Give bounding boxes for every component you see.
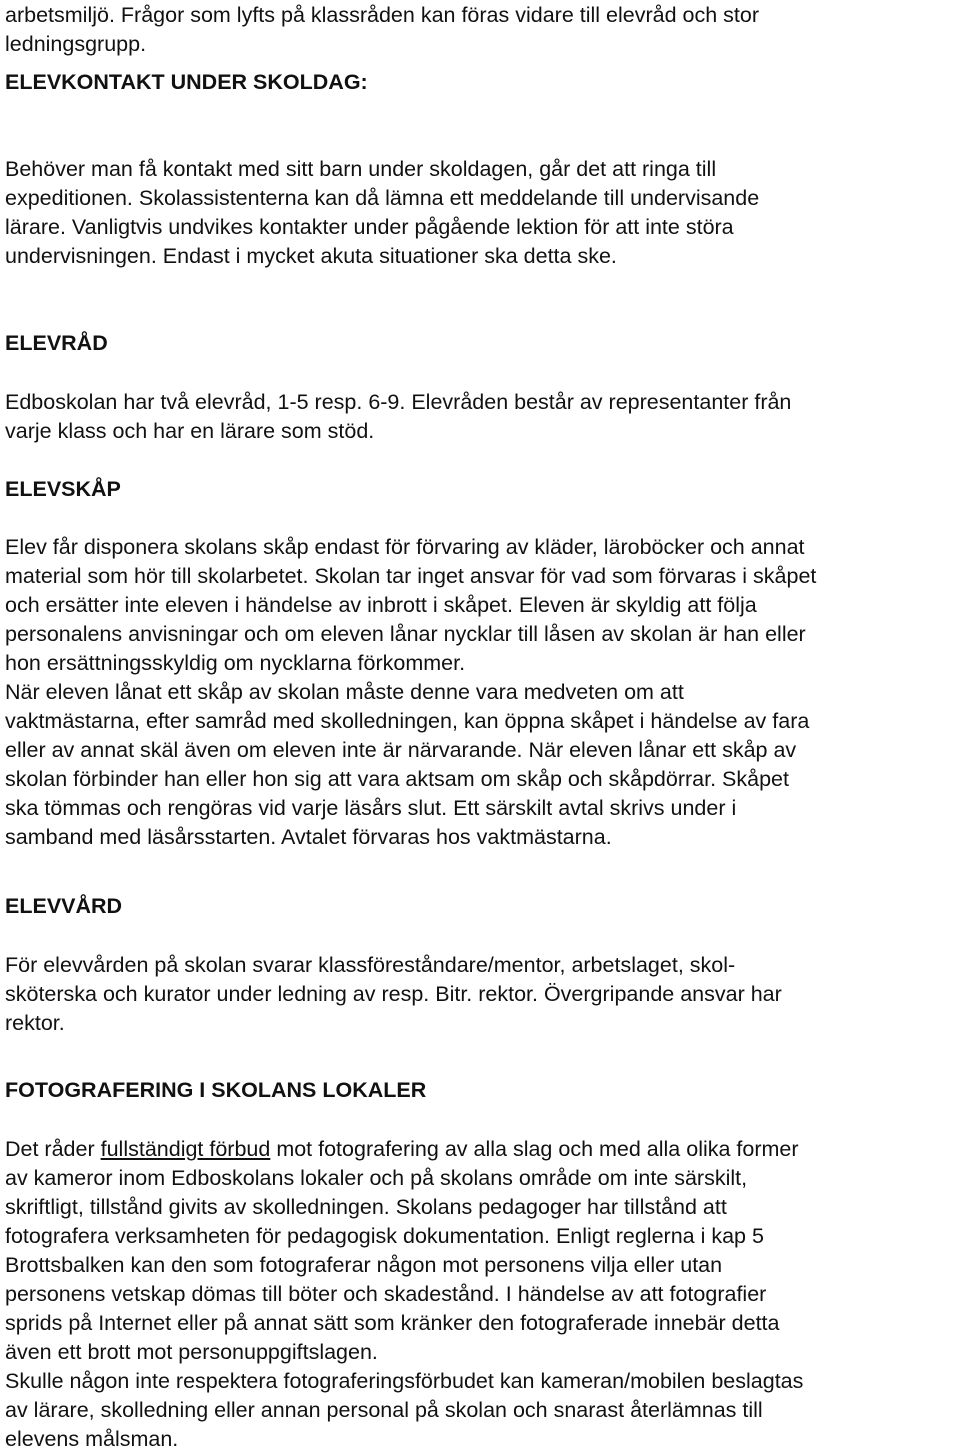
foto-line-10: av lärare, skolledning eller annan personal på skolan och snarast återlämnas till	[5, 1398, 763, 1422]
elevkontakt-paragraph	[5, 155, 759, 271]
elevvard-line-1: För elevvården på skolan svarar klassföreståndare/mentor, arbetslaget, skol-	[5, 953, 736, 977]
foto-line-4: fotografera verksamheten för pedagogisk dokumentation. Enligt reglerna i kap 5	[5, 1224, 764, 1248]
foto-line-9: Skulle någon inte respektera fotograferingsförbudet kan kameran/mobilen beslagtas	[5, 1369, 804, 1393]
elevkontakt-line-3: lärare. Vanligtvis undvikes kontakter under pågående lektion för att inte störa	[5, 215, 734, 239]
intro-line-1: arbetsmiljö. Frågor som lyfts på klassråden kan föras vidare till elevråd och stor	[5, 3, 760, 27]
elevskap-paragraph	[5, 533, 816, 852]
section-elevvard	[5, 892, 122, 921]
elevkontakt-line-1: Behöver man få kontakt med sitt barn under skoldagen, går det att ringa till	[5, 157, 717, 181]
foto-line-7: sprids på Internet eller på annat sätt som kränker den fotograferade innebär detta	[5, 1311, 780, 1335]
foto-line-8: även ett brott mot personuppgiftslagen.	[5, 1340, 378, 1364]
section-elevrad	[5, 329, 108, 358]
elevskap-line-5: hon ersättningsskyldig om nycklarna förkommer.	[5, 651, 466, 675]
elevskap-line-10: ska tömmas och rengöras vid varje läsårs slut. Ett särskilt avtal skrivs under i	[5, 796, 737, 820]
foto-underlined-phrase: fullständigt förbud	[100, 1137, 271, 1161]
elevvard-paragraph	[5, 951, 782, 1038]
foto-line-1	[5, 1135, 803, 1164]
foto-line-1-post: mot fotografering av alla slag och med alla olika former	[270, 1137, 799, 1161]
elevskap-line-3: och ersätter inte eleven i händelse av inbrott i skåpet. Eleven är skyldig att följa	[5, 593, 757, 617]
heading-foto: FOTOGRAFERING I SKOLANS LOKALER	[5, 1078, 427, 1102]
heading-elevskap: ELEVSKÅP	[5, 477, 121, 501]
foto-line-5: Brottsbalken kan den som fotograferar någon mot personens vilja eller utan	[5, 1253, 723, 1277]
section-elevkontakt	[5, 68, 368, 97]
intro-line-2: ledningsgrupp.	[5, 32, 147, 56]
elevkontakt-line-2: expeditionen. Skolassistenterna kan då lämna ett meddelande till undervisande	[5, 186, 760, 210]
elevvard-line-3: rektor.	[5, 1011, 65, 1035]
foto-line-6: personens vetskap dömas till böter och skadestånd. I händelse av att fotografier	[5, 1282, 767, 1306]
elevrad-paragraph	[5, 388, 791, 446]
elevskap-line-2: material som hör till skolarbetet. Skolan tar inget ansvar för vad som förvaras i skåpet	[5, 564, 817, 588]
foto-line-2: av kameror inom Edboskolans lokaler och på skolans område om inte särskilt,	[5, 1166, 748, 1190]
elevskap-line-8: eller av annat skäl även om eleven inte är närvarande. När eleven lånar ett skåp av	[5, 738, 797, 762]
foto-line-11: elevens målsman.	[5, 1427, 179, 1451]
elevskap-line-9: skolan förbinder han eller hon sig att vara aktsam om skåp och skåpdörrar. Skåpet	[5, 767, 789, 791]
elevskap-line-4: personalens anvisningar och om eleven lånar nycklar till låsen av skolan är han eller	[5, 622, 806, 646]
elevskap-line-6: När eleven lånat ett skåp av skolan måste denne vara medveten om att	[5, 680, 684, 704]
heading-elevkontakt: ELEVKONTAKT UNDER SKOLDAG:	[5, 70, 368, 94]
elevskap-line-7: vaktmästarna, efter samråd med skolledningen, kan öppna skåpet i händelse av fara	[5, 709, 810, 733]
section-elevskap	[5, 475, 121, 504]
heading-elevrad: ELEVRÅD	[5, 331, 108, 355]
elevskap-line-1: Elev får disponera skolans skåp endast för förvaring av kläder, läroböcker och annat	[5, 535, 805, 559]
elevrad-line-2: varje klass och har en lärare som stöd.	[5, 419, 375, 443]
elevskap-line-11: samband med läsårsstarten. Avtalet förvaras hos vaktmästarna.	[5, 825, 612, 849]
foto-line-3: skriftligt, tillstånd givits av skolledningen. Skolans pedagoger har tillstånd att	[5, 1195, 727, 1219]
elevrad-line-1: Edboskolan har två elevråd, 1-5 resp. 6-9. Elevråden består av representanter från	[5, 390, 792, 414]
intro-paragraph	[5, 1, 759, 59]
foto-paragraph	[5, 1135, 803, 1454]
elevkontakt-line-4: undervisningen. Endast i mycket akuta situationer ska detta ske.	[5, 244, 617, 268]
heading-elevvard: ELEVVÅRD	[5, 894, 123, 918]
elevvard-line-2: sköterska och kurator under ledning av resp. Bitr. rektor. Övergripande ansvar har	[5, 982, 782, 1006]
section-foto	[5, 1076, 426, 1105]
foto-line-1-pre: Det råder	[5, 1137, 101, 1161]
